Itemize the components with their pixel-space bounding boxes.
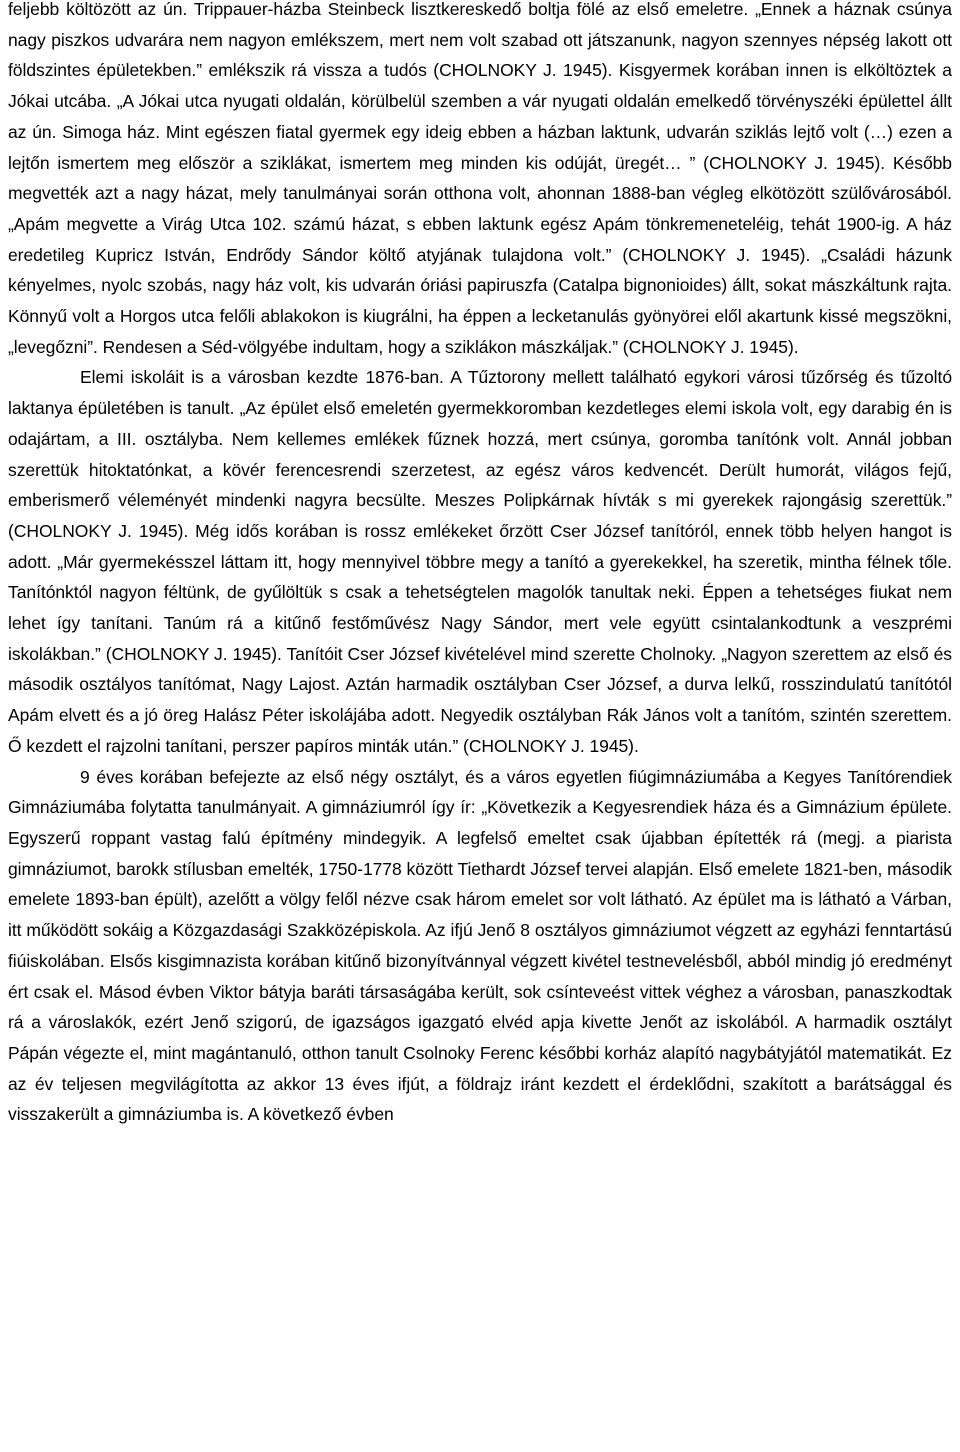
paragraph-2: Elemi iskoláit is a városban kezdte 1876-ban. A Tűztorony mellett található egykori városi tűzőrség és tűzoltó laktanya épületében is tanult. „Az épület első emeletén gyermekkoromban kezdetleges elemi iskola volt, egy darabig én is odajártam, a III. osztályba. Nem kellemes emlékek fűznek hozzá, mert csúnya, goromba tanítónk volt. Annál jobban szerettük hitoktatónkat, a kövér ferencesrendi szerzetest, az egész város kedvencét. Derült humorát, világos fejű, emberismerő véleményét mindenki nagyra becsülte. Meszes Polipkárnak hívták s mi gyerekek rajongásig szerettük.” (CHOLNOKY J. 1945). Még idős korában is rossz emlékeket őrzött Cser József tanítóról, ennek több helyen hangot is adott. „Már gyermekésszel láttam itt, hogy mennyivel többre megy a tanító a gyerekekkel, ha szeretik, mintha félnek tőle. Tanítónktól nagyon féltünk, de gyűlöltük s csak a tehetségtelen magolók tanultak neki. Éppen a tehetséges fiukat nem lehet így tanítani. Tanúm rá a kitűnő festőművész Nagy Sándor, mert vele együtt csintalankodtunk a veszprémi iskolákban.” (CHOLNOKY J. 1945). Tanítóit Cser József kivételével mind szerette Cholnoky. „Nagyon szerettem az első és második osztályos tanítómat, Nagy Lajost. Aztán harmadik osztályban Cser József, a durva lelkű, rosszindulatú tanítótól Apám elvett és a jó öreg Halász Péter iskolájába adott. Negyedik osztályban Rák János volt a tanítóm, szintén szerettem. Ő kezdett el rajzolni tanítani, perszer papíros minták után.” (CHOLNOKY J. 1945). [8,367,952,756]
paragraph-1: feljebb költözött az ún. Trippauer-házba Steinbeck lisztkereskedő boltja fölé az első emeletre. „Ennek a háznak csúnya nagy piszkos udvarára nem nagyon emlékszem, mert nem volt szabad ott játszanunk, nagyon szennyes népség lakott ott földszintes épületekben.” emlékszik rá vissza a tudós (CHOLNOKY J. 1945). Kisgyermek korában innen is elköltöztek a Jókai utcába. „A Jókai utca nyugati oldalán, körülbelül szemben a vár nyugati oldalán emelkedő törvényszéki épülettel állt az ún. Simoga ház. Mint egészen fiatal gyermek egy ideig ebben a házban laktunk, udvarán sziklás lejtő volt (…) ezen a lejtőn ismertem meg először a sziklákat, ismertem meg minden kis odúját, üregét… ” (CHOLNOKY J. 1945). Később megvették azt a nagy házat, mely tanulmányai során otthona volt, ahonnan 1888-ban végleg elkötözött szülővárosából. „Apám megvette a Virág Utca 102. számú házat, s ebben laktunk egész Apám tönkremeneteléig, tehát 1900-ig. A ház eredetileg Kupricz István, Endrődy Sándor költő atyjának tulajdona volt.” (CHOLNOKY J. 1945). „Családi házunk kényelmes, nyolc szobás, nagy ház volt, kis udvarán óriási papiruszfa (Catalpa bignonioides) állt, sokat mászkáltunk rajta. Könnyű volt a Horgos utca felőli ablakokon is kiugrálni, ha éppen a lecketanulás gyönyörei elől akartunk kissé megszökni, „levegőzni”. Rendesen a Séd-völgyébe indultam, hogy a sziklákon mászkáljak.” (CHOLNOKY J. 1945). [8,0,952,357]
paragraph-3: 9 éves korában befejezte az első négy osztályt, és a város egyetlen fiúgimnáziumába a Kegyes Tanítórendiek Gimnáziumába folytatta tanulmányait. A gimnáziumról így ír: „Következik a Kegyesrendiek háza és a Gimnázium épülete. Egyszerű roppant vastag falú építmény mindegyik. A legfelső emeltet csak újabban építették rá (megj. a piarista gimnáziumot, barokk stílusban emelték, 1750-1778 között Tiethardt József tervei alapján. Első emelete 1821-ben, második emelete 1893-ban épült), azelőtt a völgy felől nézve csak három emelet sor volt látható. Az épület ma is látható a Várban, itt működött sokáig a Közgazdasági Szakközépiskola. Az ifjú Jenő 8 osztályos gimnáziumot végzett az egyházi fenntartású fiúiskolában. Elsős kisgimnazista korában kitűnő bizonyítvánnyal végzett kivétel testnevelésből, abból mindig jó eredményt ért csak el. Másod évben Viktor bátyja baráti társaságába került, sok csínteveést vittek véghez a városban, panaszkodtak rá a városlakók, ezért Jenő szigorú, de igazságos igazgató elvéd apja kivette Jenőt az iskolából. A harmadik osztályt Pápán végezte el, mint magántanuló, otthon tanult Csolnoky Ferenc későbbi korház alapító nagybátyjától matematikát. Ez az év teljesen megvilágította az akkor 13 éves ifjút, a földrajz iránt kezdett el érdeklődni, szakított a barátsággal és visszakerült a gimnáziumba is. A következő évben [8,766,952,1125]
